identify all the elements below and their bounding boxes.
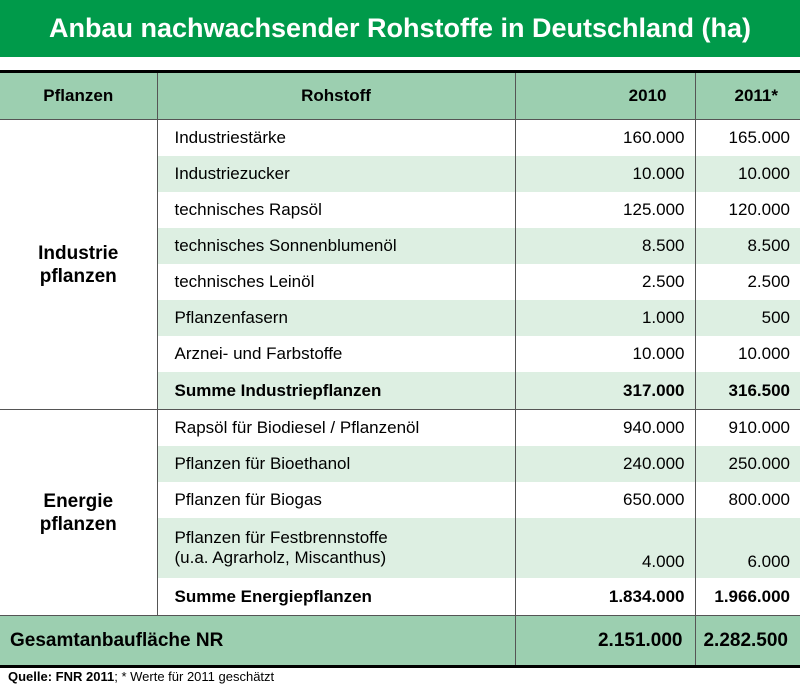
sum-name: Summe Energiepflanzen <box>157 578 515 616</box>
row-2011: 800.000 <box>695 482 800 518</box>
group-label-line1: Energie <box>43 490 114 512</box>
row-2011: 2.500 <box>695 264 800 300</box>
table-row <box>0 120 800 157</box>
row-2010: 940.000 <box>515 410 695 447</box>
row-2011: 10.000 <box>695 336 800 372</box>
data-table <box>0 70 800 668</box>
row-name: Pflanzen für Biogas <box>157 482 515 518</box>
group-label-line2: pflanzen <box>39 513 117 535</box>
group-label-energie <box>0 410 157 616</box>
row-name: Rapsöl für Biodiesel / Pflanzenöl <box>157 410 515 447</box>
group-label-line1: Industrie <box>38 242 119 264</box>
row-name: Industriestärke <box>157 120 515 157</box>
row-name: technisches Leinöl <box>157 264 515 300</box>
source-text: ; * Werte für 2011 geschätzt <box>114 669 275 684</box>
row-2011: 120.000 <box>695 192 800 228</box>
header-2010: 2010 <box>515 72 695 120</box>
row-2011: 910.000 <box>695 410 800 447</box>
header-pflanzen: Pflanzen <box>0 72 157 120</box>
sum-2011: 1.966.000 <box>695 578 800 616</box>
row-2011: 165.000 <box>695 120 800 157</box>
row-2010: 10.000 <box>515 156 695 192</box>
group-label-line2: pflanzen <box>39 265 117 287</box>
row-name-line2: (u.a. Agrarholz, Miscanthus) <box>174 548 387 567</box>
sum-2010: 1.834.000 <box>515 578 695 616</box>
source-note <box>8 669 274 684</box>
row-2011: 8.500 <box>695 228 800 264</box>
table-title: Anbau nachwachsender Rohstoffe in Deutschland (ha) <box>0 0 800 57</box>
row-2010: 10.000 <box>515 336 695 372</box>
sum-name: Summe Industriepflanzen <box>157 372 515 410</box>
row-2011: 250.000 <box>695 446 800 482</box>
total-2011: 2.282.500 <box>695 616 800 667</box>
row-2011: 10.000 <box>695 156 800 192</box>
row-2010: 4.000 <box>515 518 695 578</box>
row-2010: 160.000 <box>515 120 695 157</box>
header-row <box>0 72 800 120</box>
total-name: Gesamtanbaufläche NR <box>0 616 515 667</box>
row-name: Arznei- und Farbstoffe <box>157 336 515 372</box>
row-name-line1: Pflanzen für Festbrennstoffe <box>174 528 388 547</box>
total-2010: 2.151.000 <box>515 616 695 667</box>
row-name: Pflanzen für Bioethanol <box>157 446 515 482</box>
row-2011: 6.000 <box>695 518 800 578</box>
row-2011: 500 <box>695 300 800 336</box>
row-2010: 125.000 <box>515 192 695 228</box>
row-name <box>157 518 515 578</box>
group-label-industrie <box>0 120 157 410</box>
total-row <box>0 616 800 667</box>
row-2010: 2.500 <box>515 264 695 300</box>
row-2010: 8.500 <box>515 228 695 264</box>
table-row <box>0 410 800 447</box>
row-name: Industriezucker <box>157 156 515 192</box>
source-label: Quelle: FNR 2011 <box>8 669 115 684</box>
sum-2010: 317.000 <box>515 372 695 410</box>
sum-2011: 316.500 <box>695 372 800 410</box>
row-name: technisches Rapsöl <box>157 192 515 228</box>
row-name: Pflanzenfasern <box>157 300 515 336</box>
row-name: technisches Sonnenblumenöl <box>157 228 515 264</box>
row-2010: 240.000 <box>515 446 695 482</box>
row-2010: 650.000 <box>515 482 695 518</box>
header-rohstoff: Rohstoff <box>157 72 515 120</box>
header-2011: 2011* <box>695 72 800 120</box>
row-2010: 1.000 <box>515 300 695 336</box>
